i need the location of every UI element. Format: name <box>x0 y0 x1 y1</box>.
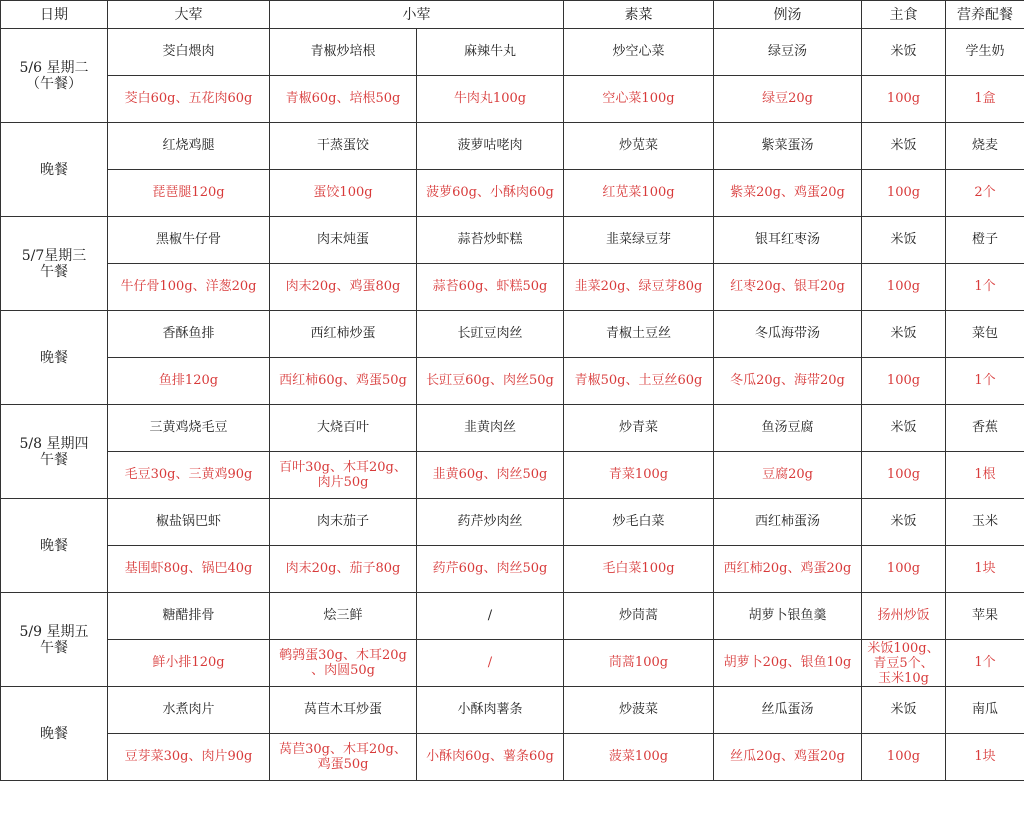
ingredient-vegetable: 青椒50g、土豆丝60g <box>564 358 714 405</box>
dish-soup: 西红柿蛋汤 <box>714 499 862 546</box>
dish-vegetable: 炒菠菜 <box>564 687 714 734</box>
ingredient-small-meat-1: 肉末20g、鸡蛋80g <box>270 264 417 311</box>
dish-small-meat-1: 西红柿炒蛋 <box>270 311 417 358</box>
dish-soup: 紫菜蛋汤 <box>714 123 862 170</box>
dish-soup: 银耳红枣汤 <box>714 217 862 264</box>
ingredient-big-meat: 基围虾80g、锅巴40g <box>108 546 270 593</box>
meal-date-cell: 5/7星期三 午餐 <box>1 217 108 311</box>
dish-nutrition: 南瓜 <box>946 687 1024 734</box>
ingredient-big-meat: 豆芽菜30g、肉片90g <box>108 734 270 781</box>
ingredient-nutrition: 1个 <box>946 264 1024 311</box>
meal-date-cell: 晚餐 <box>1 499 108 593</box>
ingredient-nutrition: 1块 <box>946 734 1024 781</box>
dish-small-meat-2: 麻辣牛丸 <box>417 29 564 76</box>
dish-vegetable: 炒茼蒿 <box>564 593 714 640</box>
dish-small-meat-2: 长豇豆肉丝 <box>417 311 564 358</box>
dish-nutrition: 玉米 <box>946 499 1024 546</box>
ingredient-soup: 胡萝卜20g、银鱼10g <box>714 640 862 687</box>
meal-ingredient-row <box>1 358 1024 405</box>
header-big-meat: 大荤 <box>108 1 270 29</box>
dish-small-meat-2: 小酥肉薯条 <box>417 687 564 734</box>
dish-staple: 米饭 <box>862 687 946 734</box>
dish-vegetable: 炒毛白菜 <box>564 499 714 546</box>
header-staple: 主食 <box>862 1 946 29</box>
meal-date-cell: 5/8 星期四 午餐 <box>1 405 108 499</box>
ingredient-staple: 100g <box>862 358 946 405</box>
ingredient-staple: 100g <box>862 76 946 123</box>
dish-staple: 米饭 <box>862 405 946 452</box>
header-soup: 例汤 <box>714 1 862 29</box>
meal-date-cell: 5/9 星期五 午餐 <box>1 593 108 687</box>
ingredient-vegetable: 菠菜100g <box>564 734 714 781</box>
dish-vegetable: 炒苋菜 <box>564 123 714 170</box>
ingredient-vegetable: 茼蒿100g <box>564 640 714 687</box>
dish-nutrition: 学生奶 <box>946 29 1024 76</box>
ingredient-vegetable: 韭菜20g、绿豆芽80g <box>564 264 714 311</box>
dish-big-meat: 红烧鸡腿 <box>108 123 270 170</box>
header-nutrition: 营养配餐 <box>946 1 1024 29</box>
ingredient-big-meat: 茭白60g、五花肉60g <box>108 76 270 123</box>
dish-big-meat: 水煮肉片 <box>108 687 270 734</box>
dish-small-meat-1: 干蒸蛋饺 <box>270 123 417 170</box>
meal-ingredient-row <box>1 452 1024 499</box>
dish-nutrition: 橙子 <box>946 217 1024 264</box>
ingredient-small-meat-2: 蒜苔60g、虾糕50g <box>417 264 564 311</box>
ingredient-small-meat-1: 青椒60g、培根50g <box>270 76 417 123</box>
dish-vegetable: 韭菜绿豆芽 <box>564 217 714 264</box>
ingredient-big-meat: 毛豆30g、三黄鸡90g <box>108 452 270 499</box>
header-date: 日期 <box>1 1 108 29</box>
dish-big-meat: 三黄鸡烧毛豆 <box>108 405 270 452</box>
header-vegetable: 素菜 <box>564 1 714 29</box>
meal-dish-row <box>1 593 1024 640</box>
dish-soup: 胡萝卜银鱼羹 <box>714 593 862 640</box>
header-row <box>1 1 1024 29</box>
meal-date-cell: 晚餐 <box>1 123 108 217</box>
ingredient-staple: 100g <box>862 452 946 499</box>
menu-body <box>1 29 1024 781</box>
ingredient-nutrition: 1个 <box>946 640 1024 687</box>
ingredient-staple: 100g <box>862 734 946 781</box>
ingredient-staple: 米饭100g、 青豆5个、 玉米10g <box>862 640 946 687</box>
ingredient-small-meat-1: 西红柿60g、鸡蛋50g <box>270 358 417 405</box>
ingredient-small-meat-1: 肉末20g、茄子80g <box>270 546 417 593</box>
ingredient-small-meat-2: 韭黄60g、肉丝50g <box>417 452 564 499</box>
dish-small-meat-1: 大烧百叶 <box>270 405 417 452</box>
ingredient-staple: 100g <box>862 170 946 217</box>
dish-staple: 米饭 <box>862 311 946 358</box>
meal-date-cell: 晚餐 <box>1 687 108 781</box>
meal-date-cell: 5/6 星期二 （午餐） <box>1 29 108 123</box>
ingredient-small-meat-2: 菠萝60g、小酥肉60g <box>417 170 564 217</box>
dish-small-meat-2: 韭黄肉丝 <box>417 405 564 452</box>
meal-ingredient-row <box>1 734 1024 781</box>
ingredient-soup: 冬瓜20g、海带20g <box>714 358 862 405</box>
dish-small-meat-1: 莴苣木耳炒蛋 <box>270 687 417 734</box>
dish-small-meat-1: 烩三鲜 <box>270 593 417 640</box>
dish-soup: 鱼汤豆腐 <box>714 405 862 452</box>
ingredient-nutrition: 1块 <box>946 546 1024 593</box>
meal-ingredient-row <box>1 76 1024 123</box>
ingredient-soup: 绿豆20g <box>714 76 862 123</box>
dish-small-meat-2: 蒜苔炒虾糕 <box>417 217 564 264</box>
dish-nutrition: 苹果 <box>946 593 1024 640</box>
ingredient-staple: 100g <box>862 264 946 311</box>
ingredient-small-meat-1: 百叶30g、木耳20g、 肉片50g <box>270 452 417 499</box>
ingredient-nutrition: 1根 <box>946 452 1024 499</box>
ingredient-small-meat-2: 药芹60g、肉丝50g <box>417 546 564 593</box>
ingredient-nutrition: 2个 <box>946 170 1024 217</box>
ingredient-nutrition: 1盒 <box>946 76 1024 123</box>
dish-nutrition: 香蕉 <box>946 405 1024 452</box>
ingredient-vegetable: 青菜100g <box>564 452 714 499</box>
dish-small-meat-1: 青椒炒培根 <box>270 29 417 76</box>
dish-big-meat: 椒盐锅巴虾 <box>108 499 270 546</box>
dish-vegetable: 炒空心菜 <box>564 29 714 76</box>
meal-ingredient-row <box>1 640 1024 687</box>
dish-small-meat-2: 菠萝咕咾肉 <box>417 123 564 170</box>
dish-big-meat: 黑椒牛仔骨 <box>108 217 270 264</box>
dish-small-meat-1: 肉末茄子 <box>270 499 417 546</box>
ingredient-small-meat-2: 长豇豆60g、肉丝50g <box>417 358 564 405</box>
ingredient-small-meat-2: 牛肉丸100g <box>417 76 564 123</box>
dish-soup: 绿豆汤 <box>714 29 862 76</box>
ingredient-soup: 豆腐20g <box>714 452 862 499</box>
meal-ingredient-row <box>1 170 1024 217</box>
ingredient-vegetable: 毛白菜100g <box>564 546 714 593</box>
dish-big-meat: 糖醋排骨 <box>108 593 270 640</box>
meal-date-cell: 晚餐 <box>1 311 108 405</box>
dish-big-meat: 香酥鱼排 <box>108 311 270 358</box>
ingredient-small-meat-1: 蛋饺100g <box>270 170 417 217</box>
dish-vegetable: 青椒土豆丝 <box>564 311 714 358</box>
meal-ingredient-row <box>1 546 1024 593</box>
ingredient-big-meat: 鱼排120g <box>108 358 270 405</box>
dish-small-meat-2: 药芹炒肉丝 <box>417 499 564 546</box>
dish-small-meat-1: 肉末炖蛋 <box>270 217 417 264</box>
meal-ingredient-row <box>1 264 1024 311</box>
ingredient-vegetable: 空心菜100g <box>564 76 714 123</box>
ingredient-small-meat-1: 莴苣30g、木耳20g、 鸡蛋50g <box>270 734 417 781</box>
meal-dish-row <box>1 405 1024 452</box>
ingredient-small-meat-2: / <box>417 640 564 687</box>
dish-big-meat: 茭白煨肉 <box>108 29 270 76</box>
dish-staple: 米饭 <box>862 217 946 264</box>
ingredient-big-meat: 鲜小排120g <box>108 640 270 687</box>
meal-dish-row <box>1 687 1024 734</box>
dish-staple: 米饭 <box>862 123 946 170</box>
meal-dish-row <box>1 123 1024 170</box>
dish-soup: 丝瓜蛋汤 <box>714 687 862 734</box>
meal-dish-row <box>1 217 1024 264</box>
dish-staple: 扬州炒饭 <box>862 593 946 640</box>
dish-vegetable: 炒青菜 <box>564 405 714 452</box>
dish-soup: 冬瓜海带汤 <box>714 311 862 358</box>
ingredient-big-meat: 琵琶腿120g <box>108 170 270 217</box>
dish-nutrition: 烧麦 <box>946 123 1024 170</box>
dish-staple: 米饭 <box>862 499 946 546</box>
meal-dish-row <box>1 311 1024 358</box>
dish-small-meat-2: / <box>417 593 564 640</box>
ingredient-staple: 100g <box>862 546 946 593</box>
dish-staple: 米饭 <box>862 29 946 76</box>
header-small-meat: 小荤 <box>270 1 564 29</box>
meal-dish-row <box>1 29 1024 76</box>
ingredient-soup: 丝瓜20g、鸡蛋20g <box>714 734 862 781</box>
ingredient-vegetable: 红苋菜100g <box>564 170 714 217</box>
ingredient-soup: 红枣20g、银耳20g <box>714 264 862 311</box>
ingredient-nutrition: 1个 <box>946 358 1024 405</box>
ingredient-small-meat-2: 小酥肉60g、薯条60g <box>417 734 564 781</box>
ingredient-soup: 紫菜20g、鸡蛋20g <box>714 170 862 217</box>
ingredient-soup: 西红柿20g、鸡蛋20g <box>714 546 862 593</box>
dish-nutrition: 菜包 <box>946 311 1024 358</box>
meal-dish-row <box>1 499 1024 546</box>
ingredient-big-meat: 牛仔骨100g、洋葱20g <box>108 264 270 311</box>
ingredient-small-meat-1: 鹌鹑蛋30g、木耳20g 、肉圆50g <box>270 640 417 687</box>
